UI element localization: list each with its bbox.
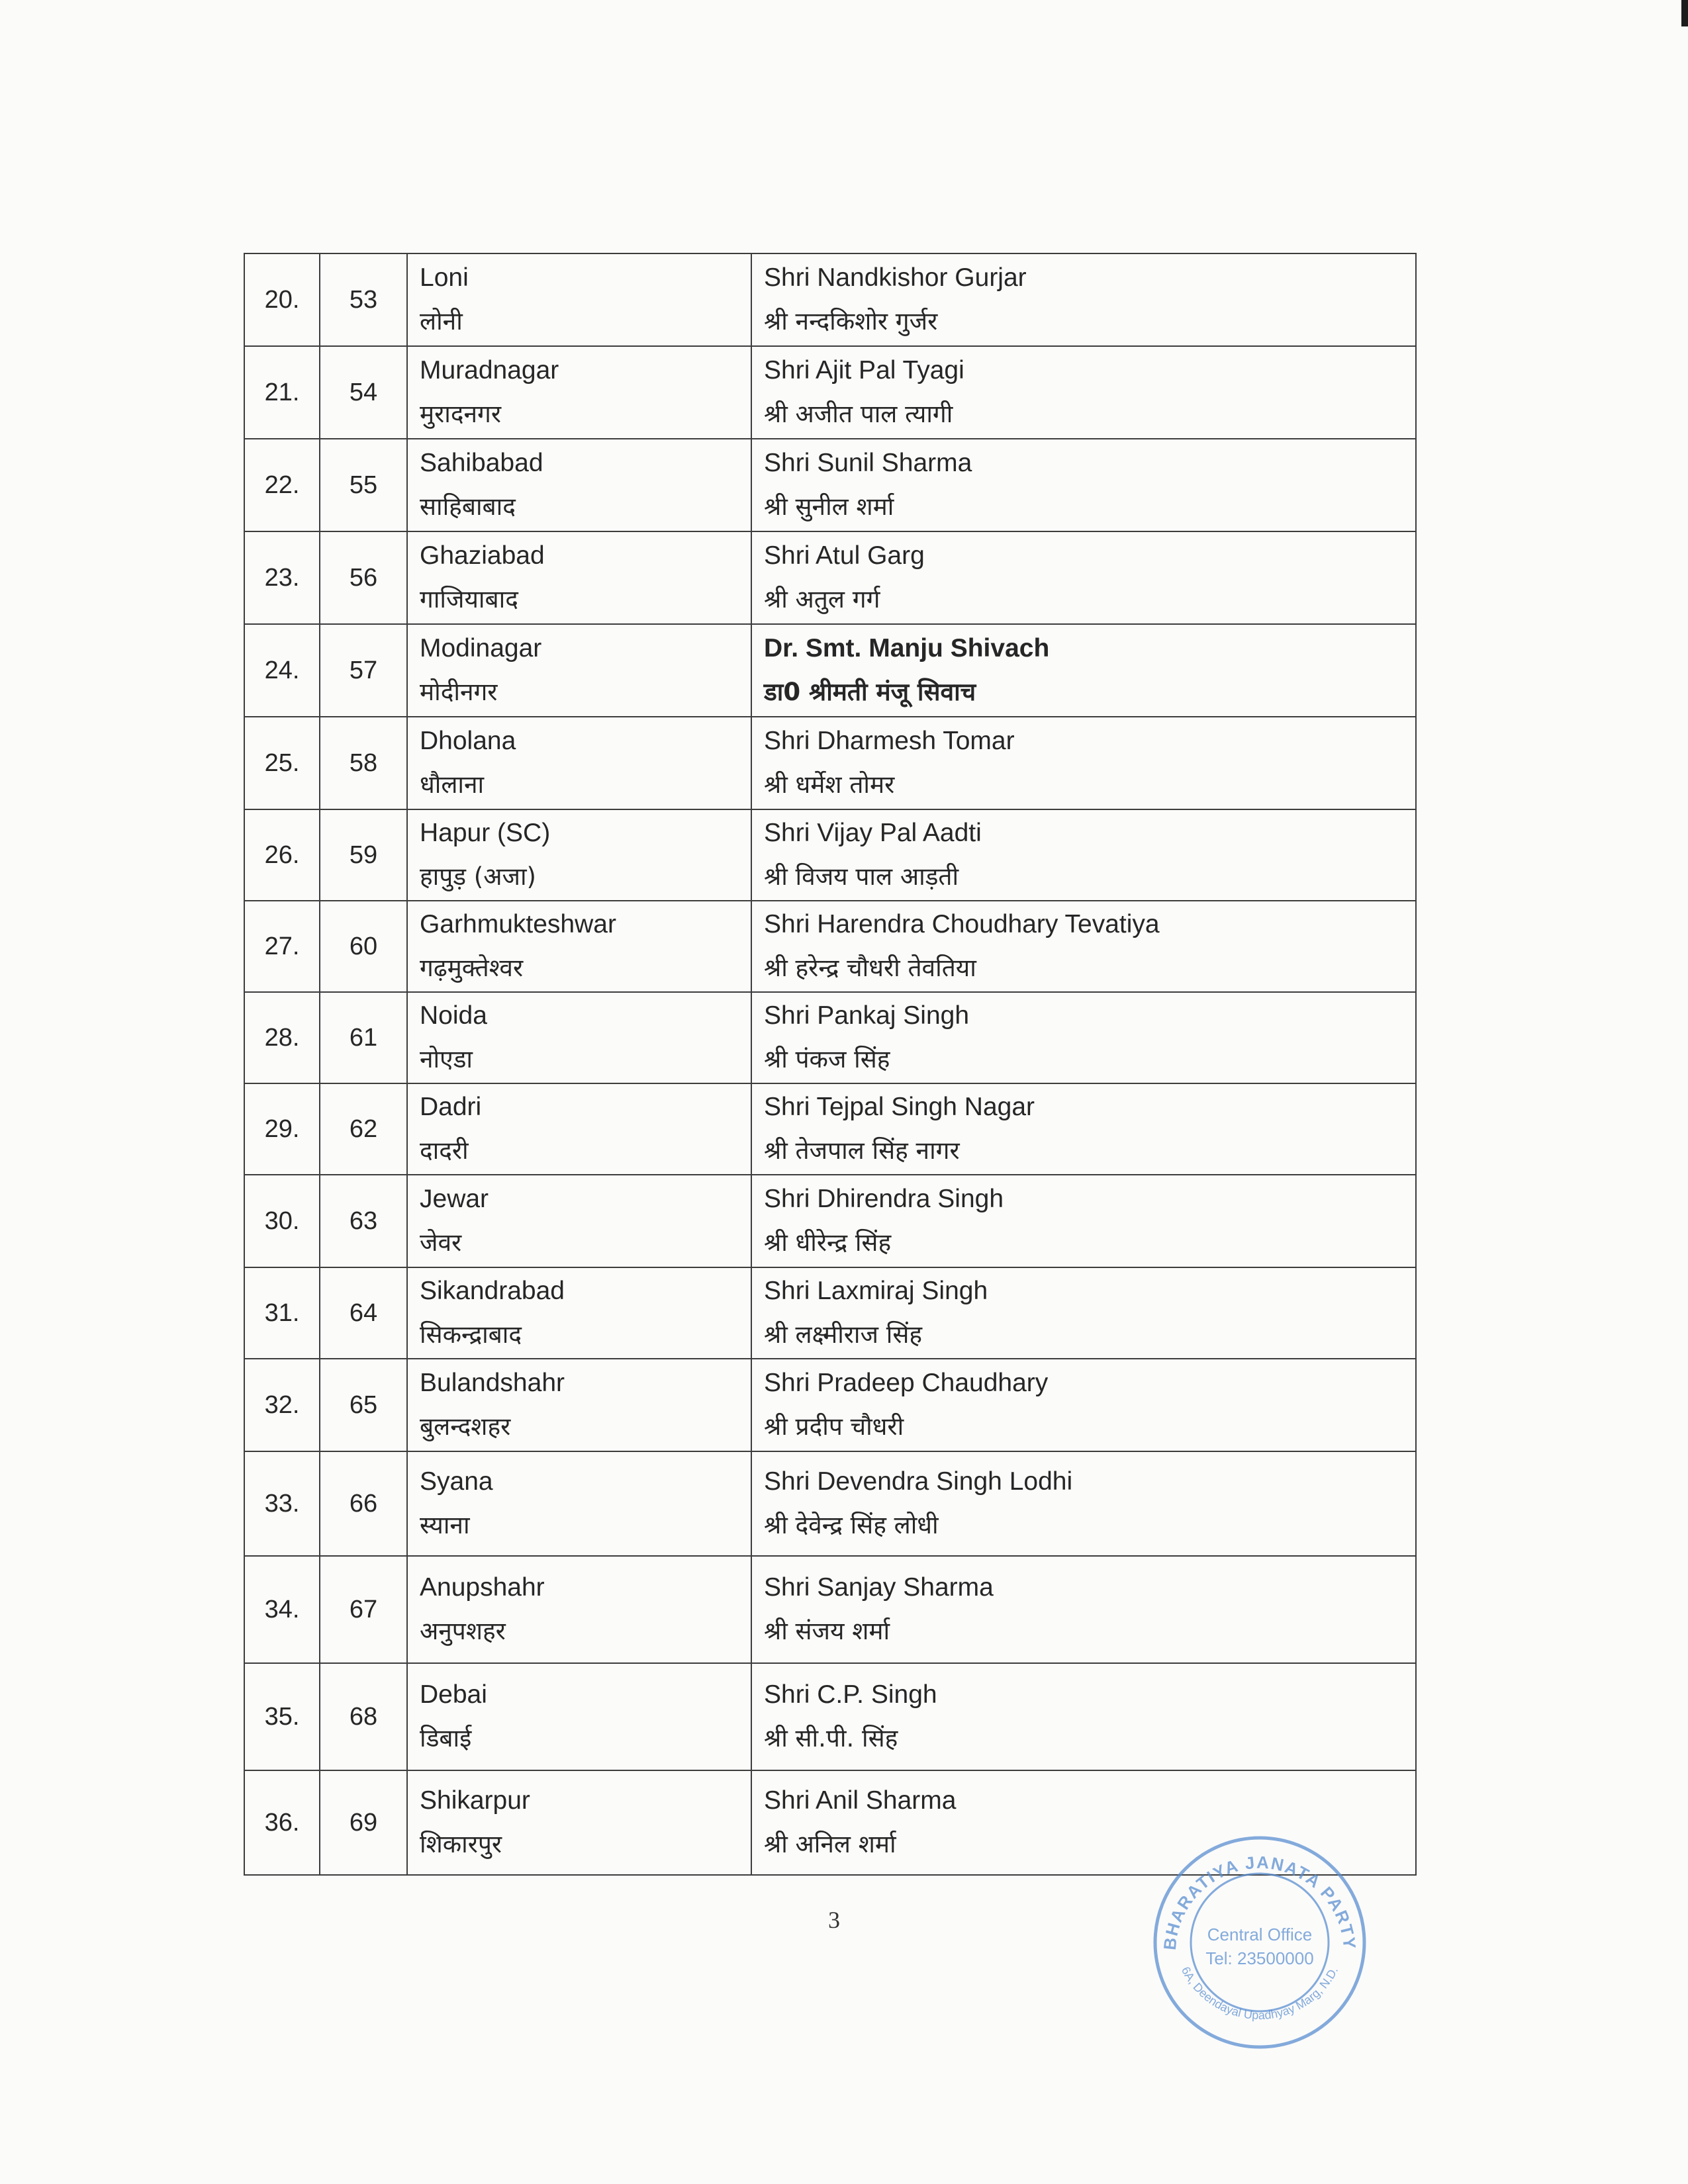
constituency-number: 61: [320, 992, 407, 1083]
constituency-name-hi: सिकन्द्राबाद: [420, 1320, 522, 1349]
constituency-name-en: Sikandrabad: [420, 1277, 565, 1305]
stamp-ring-text: BHARATIYA JANATA PARTY: [1159, 1852, 1360, 1951]
serial-number: 36.: [244, 1770, 320, 1875]
svg-text:6A, Deendayal Upadhyay Marg, N: [1179, 1964, 1340, 2022]
constituency-name-hi: अनुपशहर: [420, 1617, 506, 1645]
table-row: [244, 439, 1416, 531]
candidate-name-hi: डा0 श्रीमती मंजू सिवाच: [764, 678, 976, 706]
candidate-cell: [751, 1267, 1416, 1359]
constituency-name-hi: लोनी: [420, 307, 463, 336]
table-row: [244, 253, 1416, 346]
serial-number: 20.: [244, 253, 320, 346]
serial-number: 23.: [244, 531, 320, 624]
serial-number: 35.: [244, 1663, 320, 1770]
serial-number: 25.: [244, 717, 320, 809]
constituency-name-hi: शिकारपुर: [420, 1830, 502, 1858]
constituency-name-hi: गढ़मुक्तेश्वर: [420, 954, 524, 982]
candidate-cell: [751, 1359, 1416, 1451]
candidate-name-en: Shri Harendra Choudhary Tevatiya: [764, 910, 1160, 938]
stamp-office-text: Central Office: [1207, 1925, 1313, 1944]
constituency-name-hi: गाजियाबाद: [420, 585, 518, 614]
candidate-cell: [751, 1663, 1416, 1770]
candidate-name-en: Shri Sunil Sharma: [764, 449, 972, 477]
candidate-name-en: Shri Ajit Pal Tyagi: [764, 356, 964, 385]
candidate-cell: [751, 346, 1416, 439]
constituency-number: 58: [320, 717, 407, 809]
serial-number: 32.: [244, 1359, 320, 1451]
constituency-cell: [407, 1083, 751, 1175]
table-row: [244, 1451, 1416, 1556]
stamp-address-text: 6A, Deendayal Upadhyay Marg, N.D.: [1178, 1964, 1341, 2023]
candidate-name-hi: श्री सी.पी. सिंह: [764, 1724, 898, 1752]
constituency-cell: [407, 1663, 751, 1770]
constituency-number: 68: [320, 1663, 407, 1770]
candidate-cell: [751, 992, 1416, 1083]
constituency-name-hi: हापुड़ (अजा): [420, 862, 536, 891]
constituency-cell: [407, 809, 751, 901]
candidate-name-en: Shri Tejpal Singh Nagar: [764, 1093, 1035, 1121]
candidate-name-hi: श्री अजीत पाल त्यागी: [764, 400, 953, 428]
serial-number: 24.: [244, 624, 320, 717]
table-row: [244, 1175, 1416, 1267]
constituency-number: 64: [320, 1267, 407, 1359]
constituency-number: 69: [320, 1770, 407, 1875]
serial-number: 26.: [244, 809, 320, 901]
table-row: [244, 992, 1416, 1083]
constituency-number: 66: [320, 1451, 407, 1556]
constituency-name-hi: मोदीनगर: [420, 678, 498, 706]
constituency-number: 57: [320, 624, 407, 717]
candidate-name-en: Shri Anil Sharma: [764, 1786, 957, 1815]
constituency-name-en: Modinagar: [420, 634, 542, 662]
constituency-name-en: Anupshahr: [420, 1573, 545, 1602]
candidate-cell: [751, 809, 1416, 901]
serial-number: 33.: [244, 1451, 320, 1556]
constituency-number: 60: [320, 901, 407, 992]
table-row: [244, 717, 1416, 809]
candidate-cell: [751, 901, 1416, 992]
candidate-name-hi: श्री नन्दकिशोर गुर्जर: [764, 307, 938, 336]
constituency-name-en: Noida: [420, 1001, 487, 1030]
candidate-name-hi: श्री तेजपाल सिंह नागर: [764, 1136, 960, 1165]
table-row: [244, 1359, 1416, 1451]
constituency-cell: [407, 992, 751, 1083]
page-number: 3: [828, 1907, 840, 1933]
candidate-name-en: Shri Pradeep Chaudhary: [764, 1369, 1049, 1397]
constituency-name-hi: साहिबाबाद: [420, 492, 516, 521]
candidate-name-hi: श्री धर्मेश तोमर: [764, 770, 895, 799]
candidate-name-en: Shri Sanjay Sharma: [764, 1573, 994, 1602]
constituency-name-en: Shikarpur: [420, 1786, 530, 1815]
candidate-name-en: Shri Atul Garg: [764, 541, 925, 570]
serial-number: 34.: [244, 1556, 320, 1663]
table-row: [244, 1663, 1416, 1770]
candidate-name-en: Shri C.P. Singh: [764, 1680, 937, 1709]
candidate-name-hi: श्री देवेन्द्र सिंह लोधी: [764, 1511, 939, 1539]
constituency-name-hi: मुरादनगर: [420, 400, 501, 428]
candidate-name-en: Shri Vijay Pal Aadti: [764, 819, 982, 847]
constituency-number: 53: [320, 253, 407, 346]
candidate-name-hi: श्री धीरेन्द्र सिंह: [764, 1228, 892, 1257]
candidate-name-en: Shri Dhirendra Singh: [764, 1185, 1004, 1213]
table-row: [244, 1267, 1416, 1359]
constituency-cell: [407, 901, 751, 992]
constituency-cell: [407, 346, 751, 439]
constituency-name-en: Dholana: [420, 727, 516, 755]
constituency-cell: [407, 531, 751, 624]
serial-number: 31.: [244, 1267, 320, 1359]
candidate-cell: [751, 253, 1416, 346]
candidate-cell: [751, 624, 1416, 717]
constituency-cell: [407, 1556, 751, 1663]
candidate-name-hi: श्री संजय शर्मा: [764, 1617, 890, 1645]
candidate-name-en: Shri Laxmiraj Singh: [764, 1277, 988, 1305]
constituency-name-hi: दादरी: [420, 1136, 469, 1165]
constituency-number: 65: [320, 1359, 407, 1451]
constituency-name-en: Hapur (SC): [420, 819, 551, 847]
constituency-number: 59: [320, 809, 407, 901]
constituency-number: 56: [320, 531, 407, 624]
office-stamp: [1150, 1833, 1369, 2052]
constituency-name-hi: बुलन्दशहर: [420, 1412, 511, 1441]
constituency-cell: [407, 253, 751, 346]
candidate-name-en: Shri Nandkishor Gurjar: [764, 263, 1027, 292]
candidate-name-hi: श्री सुनील शर्मा: [764, 492, 894, 521]
constituency-name-hi: स्याना: [420, 1511, 470, 1539]
serial-number: 27.: [244, 901, 320, 992]
constituency-name-en: Dadri: [420, 1093, 482, 1121]
candidate-name-hi: श्री पंकज सिंह: [764, 1045, 890, 1073]
candidate-table: [244, 253, 1417, 1876]
constituency-name-hi: धौलाना: [420, 770, 485, 799]
stamp-tel-text: Tel: 23500000: [1205, 1948, 1314, 1968]
constituency-number: 55: [320, 439, 407, 531]
candidate-name-hi: श्री हरेन्द्र चौधरी तेवतिया: [764, 954, 976, 982]
candidate-cell: [751, 439, 1416, 531]
candidate-name-hi: श्री अनिल शर्मा: [764, 1830, 896, 1858]
serial-number: 29.: [244, 1083, 320, 1175]
candidate-name-hi: श्री अतुल गर्ग: [764, 585, 880, 614]
constituency-name-en: Ghaziabad: [420, 541, 545, 570]
constituency-name-en: Debai: [420, 1680, 487, 1709]
constituency-number: 62: [320, 1083, 407, 1175]
candidate-name-hi: श्री विजय पाल आड़ती: [764, 862, 959, 891]
candidate-name-en: Shri Dharmesh Tomar: [764, 727, 1015, 755]
candidate-name-en: Dr. Smt. Manju Shivach: [764, 634, 1050, 662]
candidate-name-en: Shri Devendra Singh Lodhi: [764, 1467, 1073, 1496]
candidate-name-hi: श्री लक्ष्मीराज सिंह: [764, 1320, 922, 1349]
constituency-name-hi: नोएडा: [420, 1045, 473, 1073]
candidate-cell: [751, 531, 1416, 624]
serial-number: 22.: [244, 439, 320, 531]
constituency-cell: [407, 1359, 751, 1451]
constituency-cell: [407, 624, 751, 717]
constituency-name-en: Sahibabad: [420, 449, 543, 477]
serial-number: 21.: [244, 346, 320, 439]
constituency-number: 67: [320, 1556, 407, 1663]
table-row: [244, 901, 1416, 992]
page-edge: [1681, 0, 1688, 26]
constituency-name-en: Muradnagar: [420, 356, 559, 385]
constituency-name-en: Bulandshahr: [420, 1369, 565, 1397]
constituency-number: 54: [320, 346, 407, 439]
constituency-name-hi: जेवर: [420, 1228, 462, 1257]
constituency-cell: [407, 1267, 751, 1359]
candidate-cell: [751, 1083, 1416, 1175]
candidate-cell: [751, 1451, 1416, 1556]
table-row: [244, 531, 1416, 624]
candidate-cell: [751, 717, 1416, 809]
constituency-number: 63: [320, 1175, 407, 1267]
table-row: [244, 1083, 1416, 1175]
constituency-name-en: Syana: [420, 1467, 493, 1496]
constituency-name-en: Jewar: [420, 1185, 489, 1213]
serial-number: 30.: [244, 1175, 320, 1267]
constituency-cell: [407, 1451, 751, 1556]
constituency-cell: [407, 1175, 751, 1267]
table-row: [244, 1556, 1416, 1663]
serial-number: 28.: [244, 992, 320, 1083]
table-row: [244, 809, 1416, 901]
table-row: [244, 346, 1416, 439]
constituency-name-en: Loni: [420, 263, 469, 292]
candidate-cell: [751, 1175, 1416, 1267]
candidate-name-en: Shri Pankaj Singh: [764, 1001, 970, 1030]
constituency-cell: [407, 717, 751, 809]
constituency-name-hi: डिबाई: [420, 1724, 472, 1752]
constituency-cell: [407, 1770, 751, 1875]
candidate-name-hi: श्री प्रदीप चौधरी: [764, 1412, 904, 1441]
candidate-cell: [751, 1556, 1416, 1663]
table-row: [244, 624, 1416, 717]
constituency-name-en: Garhmukteshwar: [420, 910, 616, 938]
constituency-cell: [407, 439, 751, 531]
